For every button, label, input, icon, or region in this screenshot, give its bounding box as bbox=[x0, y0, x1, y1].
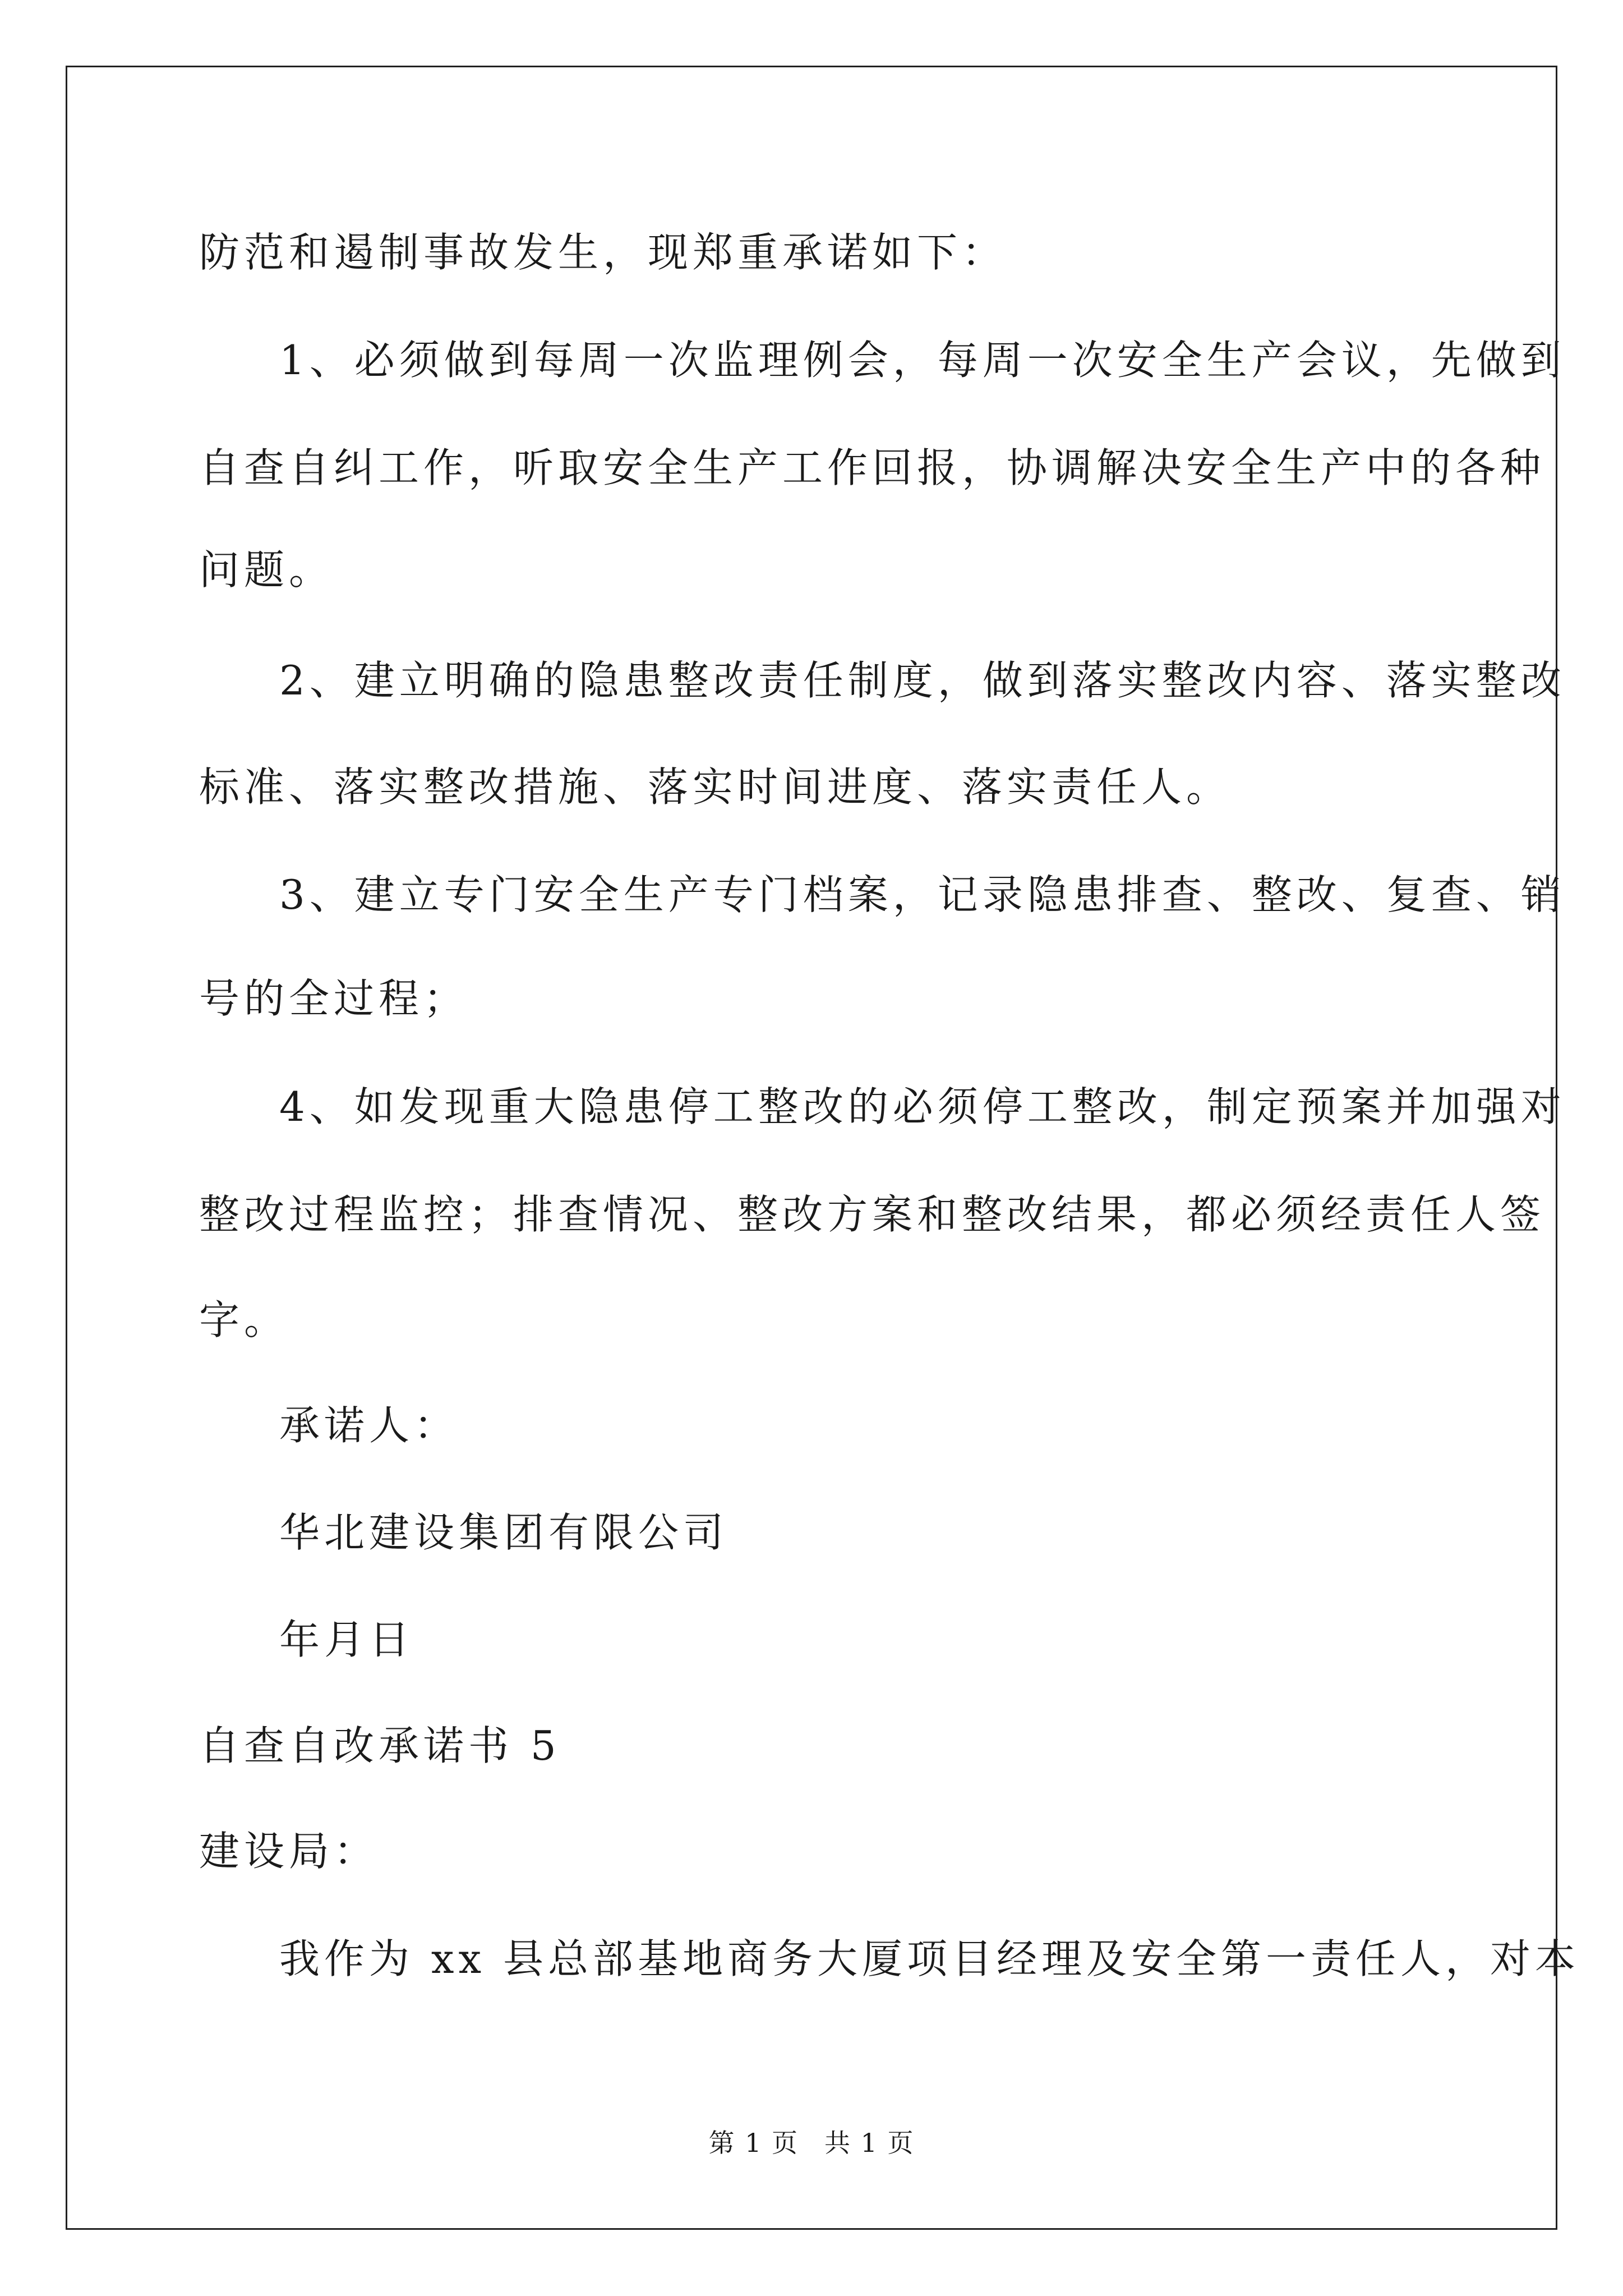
item-2-line-1: 2、建立明确的隐患整改责任制度，做到落实整改内容、落实整改 bbox=[279, 657, 1566, 704]
company-name: 华北建设集团有限公司 bbox=[279, 1509, 728, 1556]
page-number: 第 1 页 bbox=[708, 2128, 799, 2158]
page-total: 共 1 页 bbox=[824, 2128, 915, 2158]
date-line: 年月日 bbox=[279, 1616, 414, 1663]
item-4-line-1: 4、如发现重大隐患停工整改的必须停工整改，制定预案并加强对 bbox=[279, 1083, 1566, 1130]
item-4-line-2: 整改过程监控；排查情况、整改方案和整改结果，都必须经责任人签 bbox=[199, 1191, 1546, 1238]
item-1-line-3: 问题。 bbox=[199, 546, 334, 593]
item-1-line-2: 自查自纠工作，听取安全生产工作回报，协调解决安全生产中的各种 bbox=[199, 444, 1546, 491]
item-3-line-2: 号的全过程； bbox=[199, 975, 469, 1022]
page-footer bbox=[0, 2126, 1623, 2160]
addressee: 建设局： bbox=[199, 1828, 379, 1875]
item-3-line-1: 3、建立专门安全生产专门档案，记录隐患排查、整改、复查、销 bbox=[279, 871, 1566, 918]
section-title: 自查自改承诺书 5 bbox=[199, 1722, 561, 1769]
item-2-line-2: 标准、落实整改措施、落实时间进度、落实责任人。 bbox=[199, 763, 1232, 811]
body-line-1: 防范和遏制事故发生，现郑重承诺如下： bbox=[199, 229, 1007, 276]
body-line-last: 我作为 xx 县总部基地商务大厦项目经理及安全第一责任人，对本 bbox=[279, 1935, 1580, 1982]
signatory-label: 承诺人： bbox=[279, 1402, 459, 1449]
item-4-line-3: 字。 bbox=[199, 1296, 289, 1343]
item-1-line-1: 1、必须做到每周一次监理例会，每周一次安全生产会议，先做到 bbox=[279, 337, 1566, 384]
page-frame bbox=[66, 66, 1580, 2230]
